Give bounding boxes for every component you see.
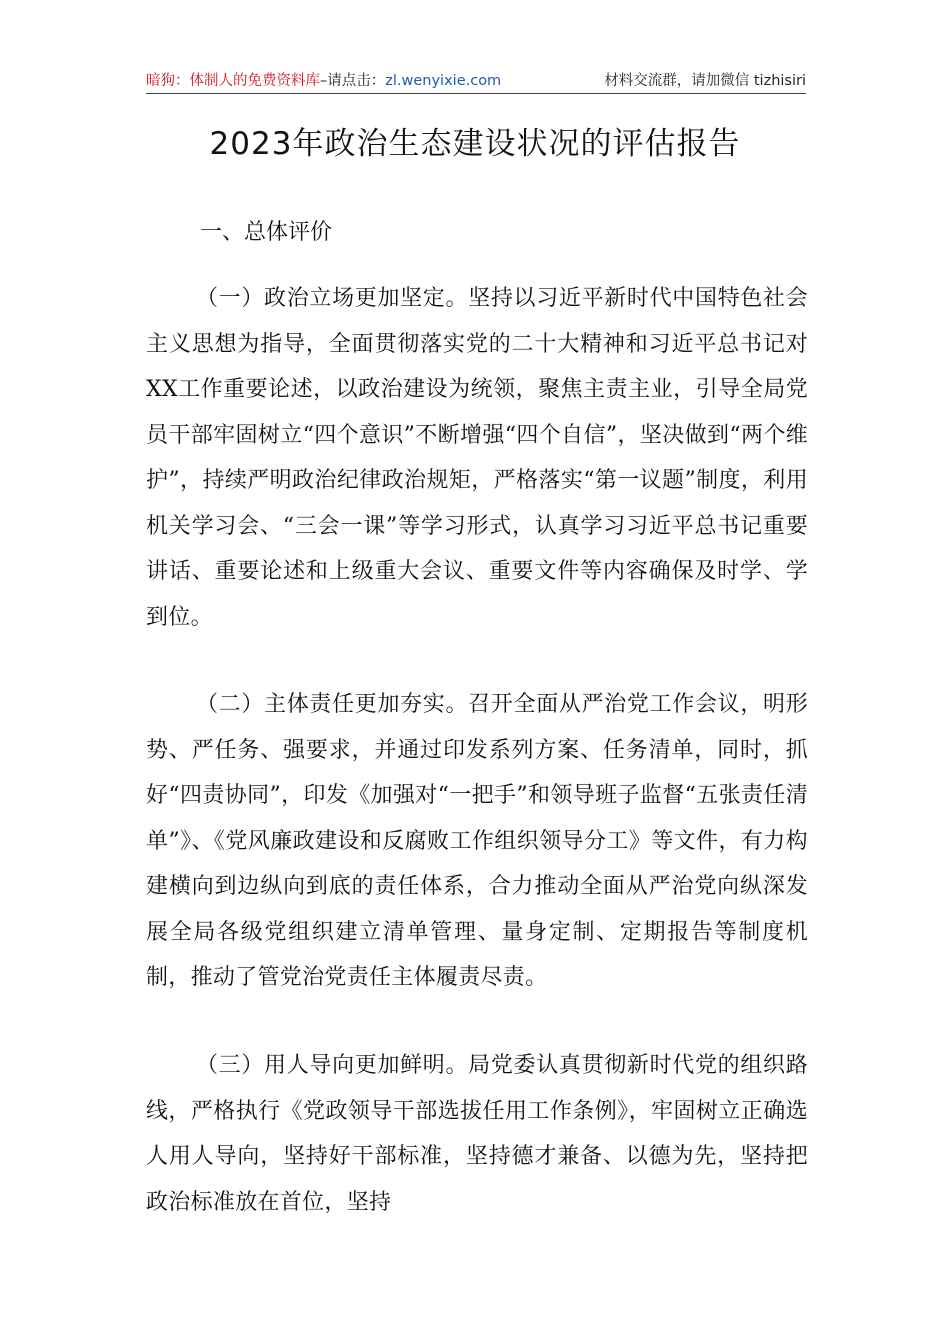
header-contact: 材料交流群，请加微信 tizhisiri: [604, 73, 806, 89]
document-title: 2023年政治生态建设状况的评估报告: [209, 126, 741, 162]
paragraph-main-responsibility: （二）主体责任更加夯实。召开全面从严治党工作会议，明形势、严任务、强要求，并通过印发系列方案、任务清单，同时，抓好“四责协同”，印发《加强对“一把手”和领导班子监督“五张责任清单”》、《党风廉政建设和反腐败工作组织领导分工》等文件，有力构建横向到边纵向到底的责任体系，合力推动全面从严治党向纵深发展全局各级党组织建立清单管理、量身定制、定期报告等制度机制，推动了管党治党责任主体履责尽责。: [146, 692, 808, 990]
header-site-label: 暗狗：体制人的免费资料库: [146, 73, 320, 89]
header-url-link[interactable]: zl.wenyixie.com: [385, 73, 502, 89]
section-heading-overall: 一、总体评价: [200, 220, 333, 245]
header-divider: [146, 93, 806, 94]
paragraph-employment-orientation: （三）用人导向更加鲜明。局党委认真贯彻新时代党的组织路线，严格执行《党政领导干部选拔任用工作条例》，牢固树立正确选人用人导向，坚持好干部标准，坚持德才兼备、以德为先，坚持把政治标准放在首位，坚持: [146, 1053, 808, 1215]
paragraph-political-stance: （一）政治立场更加坚定。坚持以习近平新时代中国特色社会主义思想为指导，全面贯彻落实党的二十大精神和习近平总书记对XX工作重要论述，以政治建设为统领，聚焦主责主业，引导全局党员干部牢固树立“四个意识”不断增强“四个自信”，坚决做到“两个维护”，持续严明政治纪律政治规矩，严格落实“第一议题”制度，利用机关学习会、“三会一课”等学习形式，认真学习习近平总书记重要讲话、重要论述和上级重大会议、重要文件等内容确保及时学、学到位。: [146, 286, 808, 630]
header-click-label: –请点击：: [320, 73, 386, 89]
page-header: [146, 70, 806, 92]
